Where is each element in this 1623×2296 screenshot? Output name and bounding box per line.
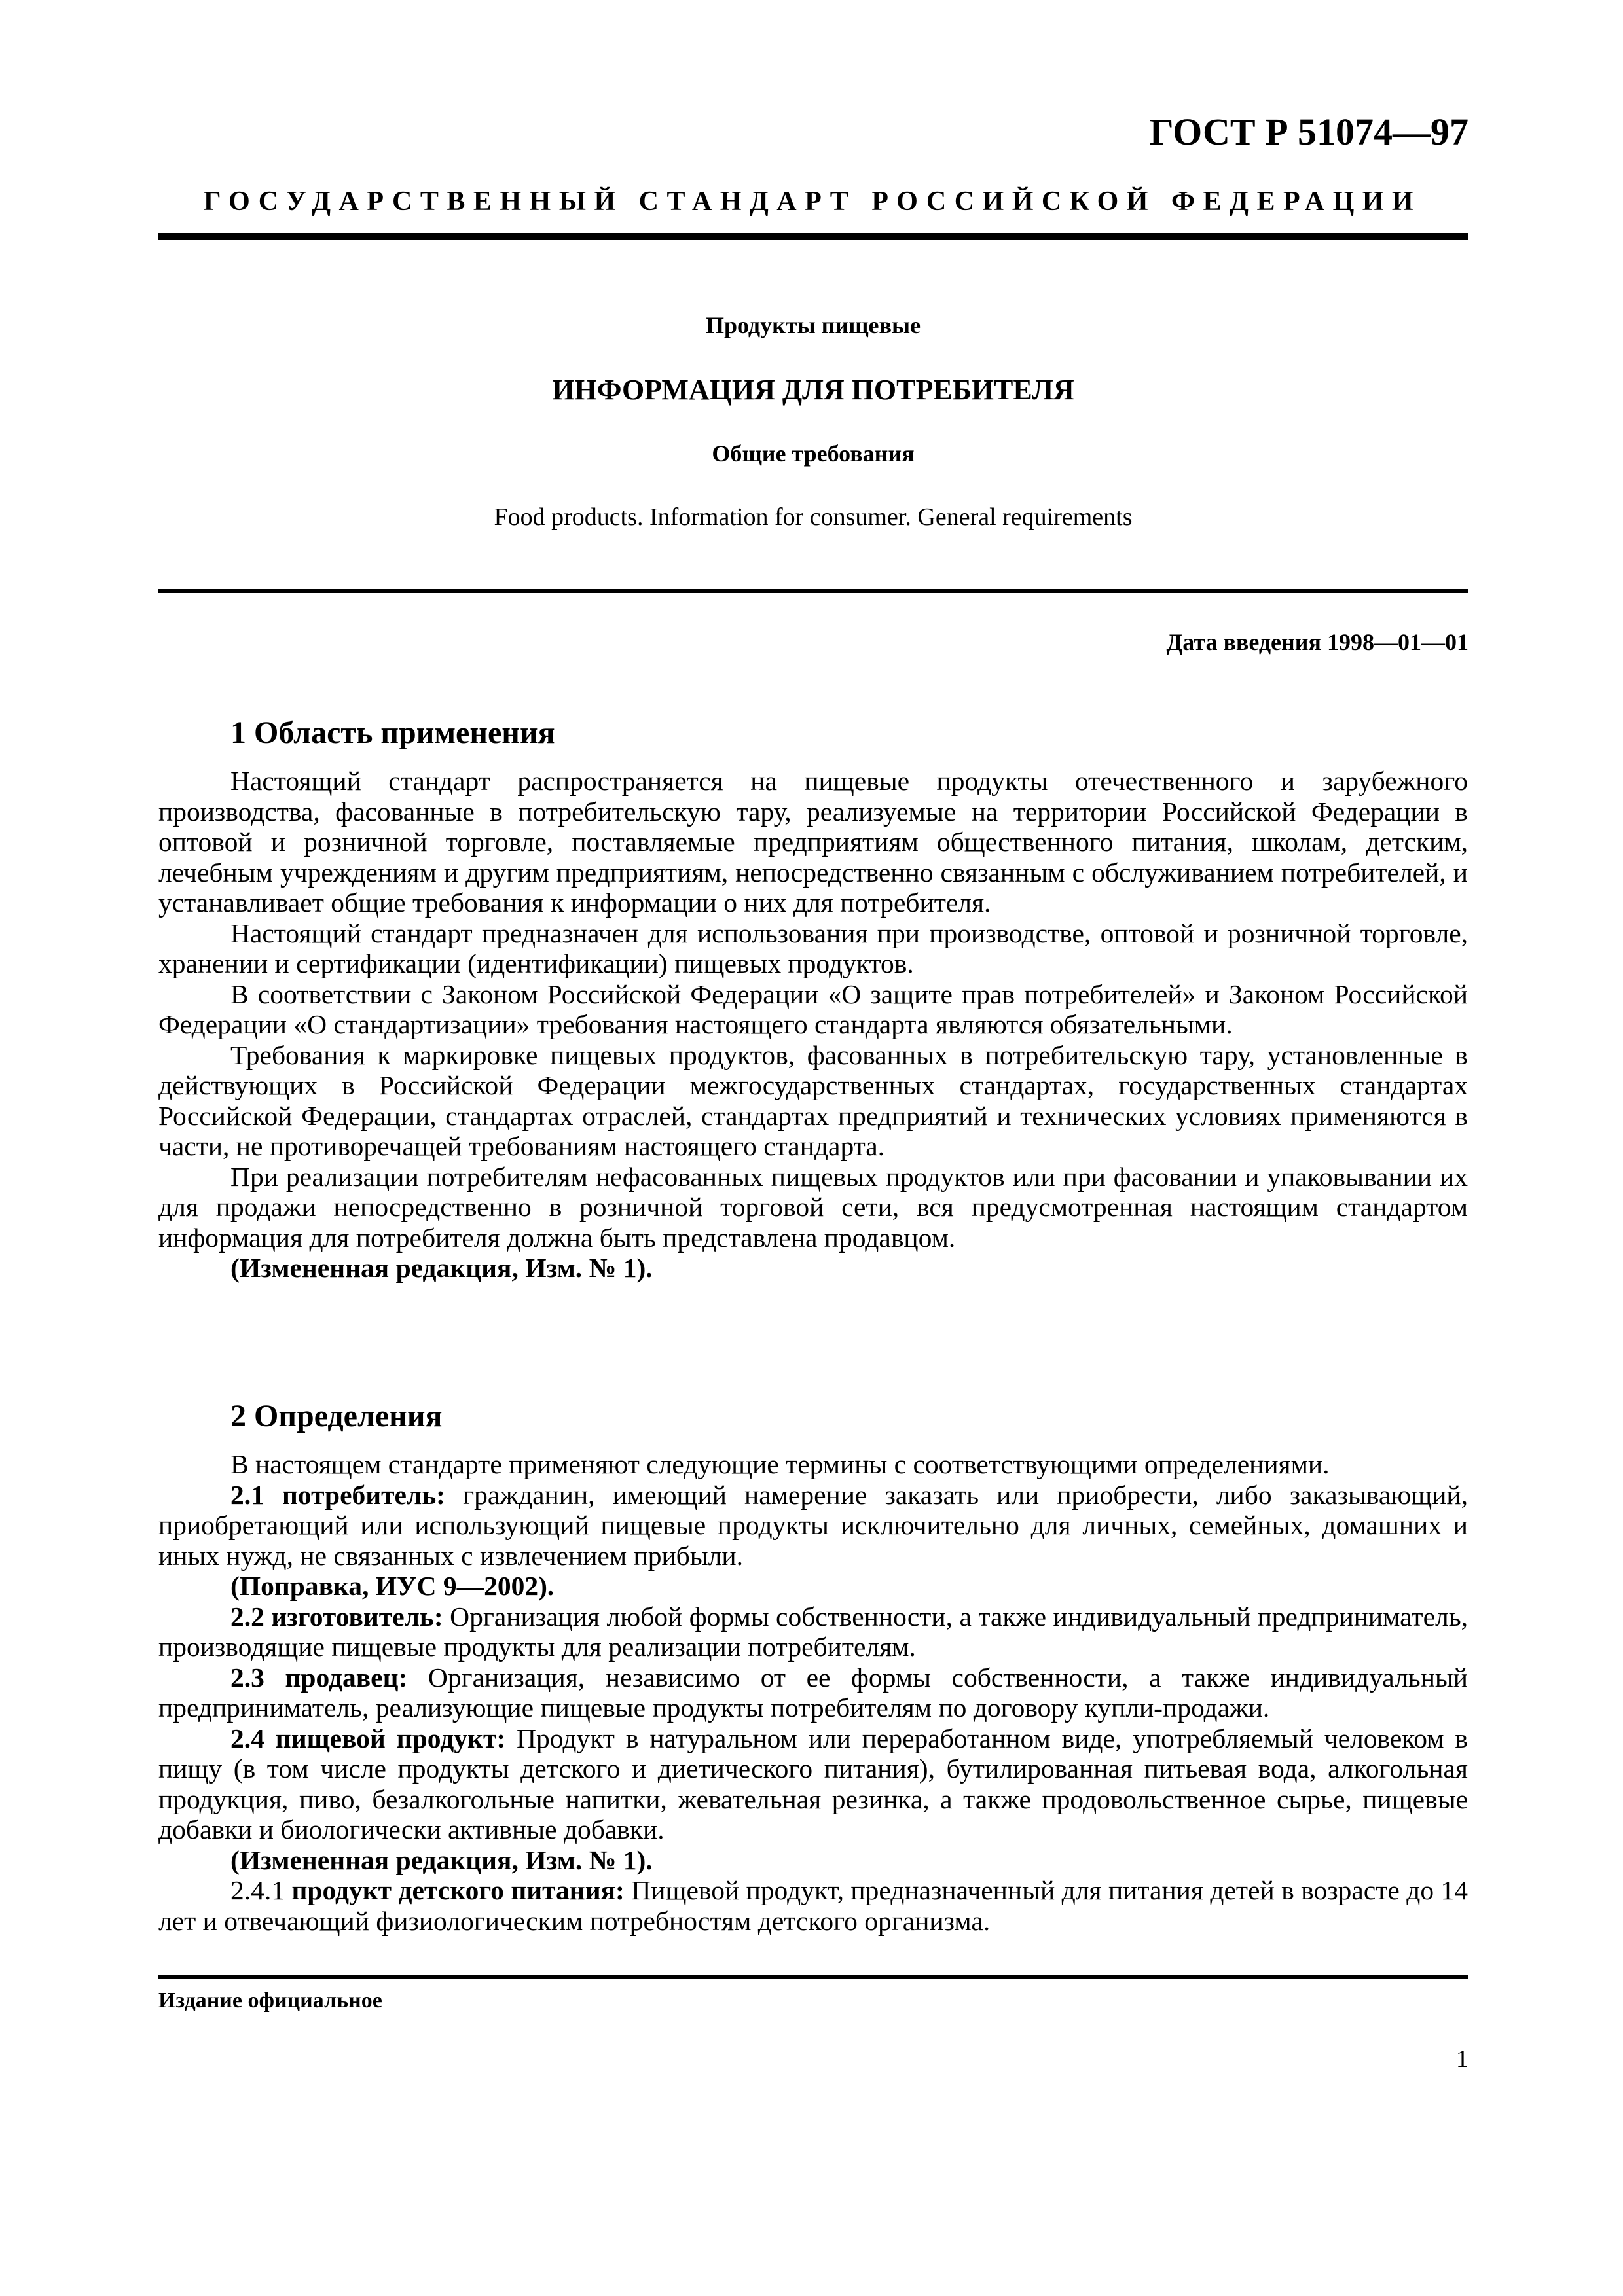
definition-2-4-amendment: (Измененная редакция, Изм. № 1). [230, 1844, 653, 1875]
definition-2-4-1-number: 2.4.1 [230, 1875, 285, 1905]
definition-2-2-term: изготовитель: [271, 1601, 443, 1632]
title-line-2: ИНФОРМАЦИЯ ДЛЯ ПОТРЕБИТЕЛЯ [552, 374, 1074, 406]
standard-title: ГОСУДАРСТВЕННЫЙ СТАНДАРТ РОССИЙСКОЙ ФЕДЕРАЦИИ [203, 187, 1422, 217]
definition-2-1-number: 2.1 [230, 1479, 264, 1510]
section-2-heading: 2 Определения [230, 1399, 443, 1433]
section-1-paragraph-3: В соответствии с Законом Российской Федерации «О защите прав потребителей» и Законом Российской Федерации «О стандартизации» требования настоящего стандарта являются обязательными. [158, 978, 1468, 1039]
definition-2-3-term: продавец: [285, 1662, 408, 1693]
definition-2-4-1-term: продукт детского питания: [291, 1875, 625, 1905]
definition-2-1-correction: (Поправка, ИУС 9—2002). [230, 1571, 555, 1601]
definition-2-1-text: гражданин, имеющий намерение заказать или приобрести, либо заказывающий, приобретающий или использующий пищевые продукты исключительно для личных, семейных, домашних и иных нужд, не связанных с извлечением прибыли. [158, 1479, 1468, 1571]
section-1-body [158, 766, 1468, 1283]
definition-2-3-text: Организация, независимо от ее формы собственности, а также индивидуальный предприниматель, реализующие пищевые продукты потребителям по договору купли-продажи. [158, 1662, 1468, 1723]
section-1-paragraph-4: Требования к маркировке пищевых продуктов, фасованных в потребительскую тару, установленные в действующих в Российской Федерации межгосударственных стандартах, государственных стандартах Российской Федерации, стандартах отраслей, стандартах предприятий и технических условиях применяются в части, не противоречащей требованиям настоящего стандарта. [158, 1039, 1468, 1161]
definition-2-1-term: потребитель: [282, 1479, 446, 1510]
section-1-heading: 1 Область применения [230, 715, 555, 750]
section-2-body [158, 1449, 1468, 1936]
title-line-1: Продукты пищевые [705, 312, 921, 338]
section-2-intro: В настоящем стандарте применяют следующие термины с соответствующими определениями. [230, 1449, 1330, 1479]
official-edition-label: Издание официальное [158, 1988, 382, 2013]
section-1-amendment-note: (Измененная редакция, Изм. № 1). [230, 1253, 653, 1283]
definition-2-2-text: Организация любой формы собственности, а также индивидуальный предприниматель, производящие пищевые продукты для реализации потребителям. [158, 1601, 1468, 1662]
definition-2-4-1 [158, 1875, 1468, 1936]
introduction-date: Дата введения 1998—01—01 [1166, 629, 1468, 655]
footer-rule [158, 1975, 1468, 1979]
page-number: 1 [1456, 2045, 1468, 2073]
section-1-paragraph-5: При реализации потребителям нефасованных пищевых продуктов или при фасовании и упаковывании их для продажи непосредственно в розничной торговой сети, вся предусмотренная настоящим стандартом информация для потребителя должна быть представлена продавцом. [158, 1161, 1468, 1253]
document-code: ГОСТ Р 51074—97 [1149, 111, 1468, 153]
definition-2-4-number: 2.4 [230, 1723, 264, 1753]
definition-2-1 [158, 1480, 1468, 1571]
definition-2-4-term: пищевой продукт: [275, 1723, 506, 1753]
definition-2-4-1-text: Пищевой продукт, предназначенный для питания детей в возрасте до 14 лет и отвечающий физиологическим потребностям детского организма. [158, 1875, 1468, 1936]
definition-2-4 [158, 1723, 1468, 1845]
definition-2-4-text: Продукт в натуральном или переработанном виде, употребляемый человеком в пищу (в том числе продукты детского и диетического питания), бутилированная питьевая вода, алкогольная продукция, пиво, безалкогольные напитки, жевательная резинка, а также продовольственное сырье, пищевые добавки и биологически активные добавки. [158, 1723, 1468, 1844]
title-line-3: Общие требования [712, 440, 915, 467]
header-rule [158, 233, 1468, 240]
title-rule [158, 589, 1468, 593]
section-1-paragraph-1: Настоящий стандарт распространяется на пищевые продукты отечественного и зарубежного производства, фасованные в потребительскую тару, реализуемые на территории Российской Федерации в оптовой и розничной торговле, поставляемые предприятиям общественного питания, школам, детским, лечебным учреждениям и другим предприятиям, непосредственно связанным с обслуживанием потребителей, и устанавливает общие требования к информации о них для потребителя. [158, 766, 1468, 918]
definition-2-2-number: 2.2 [230, 1601, 264, 1632]
definition-2-3-number: 2.3 [230, 1662, 264, 1693]
definition-2-2 [158, 1602, 1468, 1662]
english-title: Food products. Information for consumer. General requirements [494, 503, 1133, 531]
definition-2-3 [158, 1662, 1468, 1723]
section-1-paragraph-2: Настоящий стандарт предназначен для использования при производстве, оптовой и розничной торговле, хранении и сертификации (идентификации) пищевых продуктов. [158, 918, 1468, 978]
